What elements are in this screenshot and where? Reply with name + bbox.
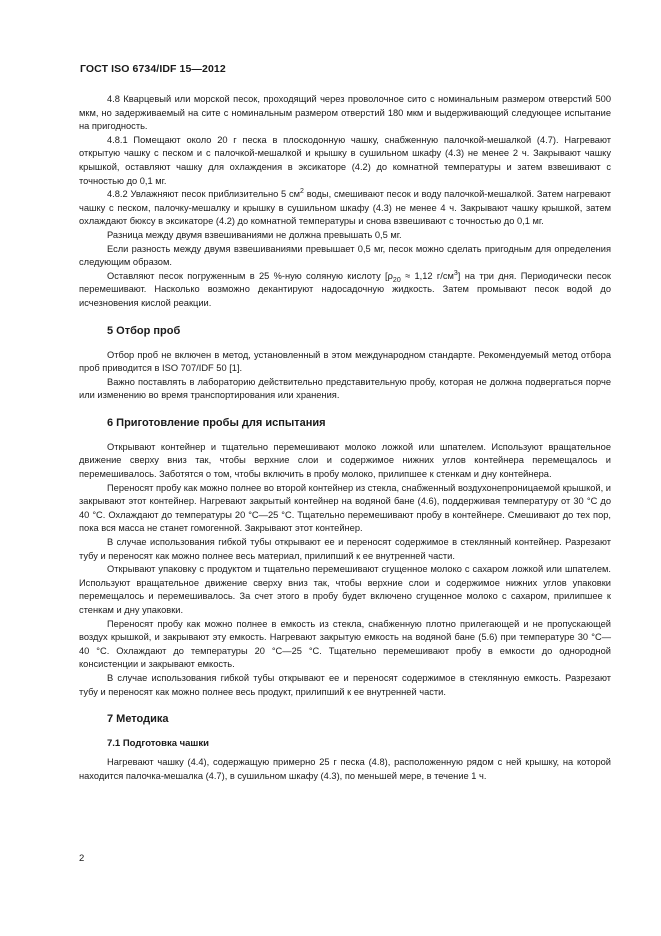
- section-6-paragraph-5: Переносят пробу как можно полнее в емкость из стекла, снабженную плотно прилегающей и не пропускающей воздух крышкой, и закрывают эту емкость. Нагревают закрытую емкость на водяной бане (5.6) при температуре 30 °С—40 °С. Охлаждают до температуры 20 °С—25 °С. Тщательно перемешивают пробу в емкости до однородной консистенции и закрывают емкость.: [79, 618, 611, 670]
- paragraph-sand-suitability: Если разность между двумя взвешиваниями превышает 0,5 мг, песок можно сделать пригодным для определения следующим образом.: [79, 243, 611, 268]
- section-7-heading: 7 Методика: [107, 713, 169, 726]
- section-7-1-paragraph-1: Нагревают чашку (4.4), содержащую примерно 25 г песка (4.8), расположенную рядом с ней крышку, на которой находится палочка-мешалка (4.7), в сушильном шкафу (4.3), по меньшей мере, в течение 1 ч.: [79, 757, 611, 781]
- subsection-7-1-heading: 7.1 Подготовка чашки: [107, 738, 209, 750]
- page-number: 2: [79, 853, 85, 864]
- acid-part-c: ] на три дня. Периодически песок перемешивают. Насколько возможно декантируют надосадочную жидкость. Затем промывают песок водой до исчезновения кислой реакции.: [79, 270, 611, 308]
- section-6-heading: 6 Приготовление пробы для испытания: [107, 416, 326, 429]
- section-6-paragraph-1: Открывают контейнер и тщательно перемешивают молоко ложкой или шпателем. Используют вращательное движение сверху вниз так, чтобы верхние слои и содержимое нижних углов контейнера перемещалось и перемешивалось. Заботятся о том, чтобы включить в пробу молоко, прилипшее к стенкам и дну контейнера.: [79, 441, 611, 480]
- acid-part-a: Оставляют песок погруженным в 25 %-ную соляную кислоту [ρ: [107, 270, 393, 281]
- subscript-20: 20: [392, 276, 401, 284]
- section-6-paragraph-2: Переносят пробу как можно полнее во второй контейнер из стекла, снабженный воздухонепроницаемой крышкой, и закрывают этот контейнер. Нагревают закрытый контейнер на водяной бане (4.6), поддерживая температуру от 30 °С до 40 °С. Охлаждают до температуры 20 °С—25 °С. Тщательно перемешивают пробу в контейнере. Смешивают до тех пор, пока вся масса не станет гомогенной. Закрывают этот контейнер.: [79, 482, 611, 534]
- paragraph-4-8: 4.8 Кварцевый или морской песок, проходящий через проволочное сито с номинальным размером отверстий 500 мкм, но задерживаемый на сите с номинальным размером отверстий 180 мкм и выдерживающий следующее испытание на пригодность.: [79, 94, 611, 132]
- paragraph-4-8-2: [79, 188, 611, 229]
- section-5-heading: 5 Отбор проб: [107, 324, 181, 337]
- paragraph-weighing-difference: Разница между двумя взвешиваниями не должна превышать 0,5 мг.: [107, 229, 402, 240]
- acid-part-b: ≈ 1,12 г/см: [400, 270, 454, 281]
- superscript-2: 2: [300, 188, 304, 196]
- paragraph-4-8-2-part-a: 4.8.2 Увлажняют песок приблизительно 5 см: [107, 189, 301, 200]
- section-5-paragraph-1: Отбор проб не включен в метод, установленный в этом международном стандарте. Рекомендуемый метод отбора проб приводится в ISO 707/IDF 50 [1].: [79, 349, 611, 374]
- document-header-title: ГОСТ ISO 6734/IDF 15—2012: [80, 63, 226, 75]
- section-6-paragraph-3: В случае использования гибкой тубы открывают ее и переносят содержимое в стеклянный контейнер. Разрезают тубу и переносят как можно полнее весь материал, прилипший к ее внутренней части.: [79, 537, 611, 561]
- paragraph-acid-treatment: [79, 270, 611, 311]
- section-6-paragraph-4: Открывают упаковку с продуктом и тщательно перемешивают сгущенное молоко с сахаром ложкой или шпателем. Используют вращательное движение сверху вниз так, чтобы верхние слои и содержимое нижних углов упаковки перемещалось и перемешивалось. За счет этого в пробу будет включено сгущенное молоко с сахаром, прилипшее к стенкам и дну упаковки.: [79, 564, 611, 615]
- page-content: [79, 93, 611, 783]
- section-5-paragraph-2: Важно поставлять в лабораторию действительно представительную пробу, которая не должна подвергаться порче или изменению во время транспортирования или хранения.: [79, 376, 611, 401]
- paragraph-4-8-2-part-b: воды, смешивают песок и воду палочкой-мешалкой. Затем нагревают чашку с песком, палочку-мешалку и крышку в сушильном шкафу (4.3) не менее 4 ч. Закрывают чашку крышкой, затем охлаждают бюксу в эксикаторе (4.2) до комнатной температуры и снова взвешивают с точностью до 0,1 мг.: [79, 189, 611, 227]
- section-6-paragraph-6: В случае использования гибкой тубы открывают ее и переносят содержимое в стеклянную емкость. Разрезают тубу и переносят как можно полнее весь продукт, прилипший к ее внутренней части.: [79, 672, 611, 697]
- paragraph-4-8-1: 4.8.1 Помещают около 20 г песка в плоскодонную чашку, снабженную палочкой-мешалкой (4.7). Нагревают открытую чашку с песком и с палочкой-мешалкой и крышку в сушильном шкафу (4.3) не менее 2 ч. Закрывают чашку крышкой, оставляют чашку для охлаждения в эксикаторе (4.2) до комнатной температуры и затем взвешивают с точностью до 0,1 мг.: [79, 134, 611, 186]
- superscript-3: 3: [453, 269, 458, 277]
